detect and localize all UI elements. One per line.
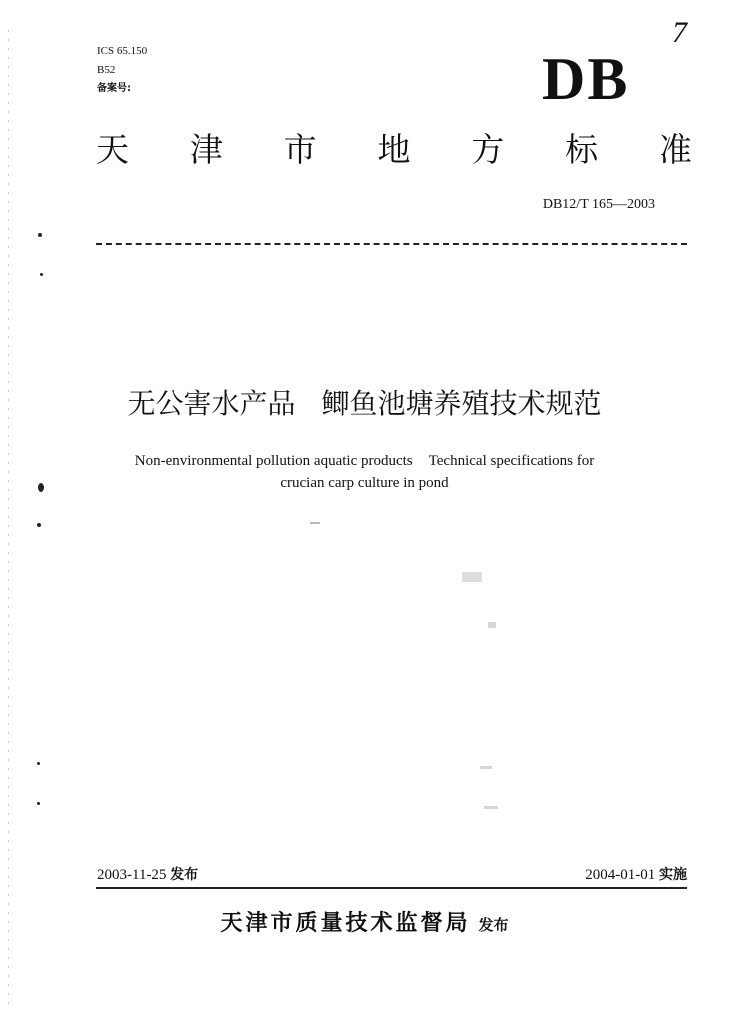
implementation-date-value: 2004-01-01 [585,867,656,883]
scan-speck [37,523,41,527]
scan-speck [38,233,42,237]
english-title-part1: Non-environmental pollution aquatic products [134,453,413,469]
scan-margin-line [8,30,9,1010]
chinese-title-part2: 鲫鱼池塘养殖技术规范 [321,387,602,420]
standard-type-char: 地 [377,130,411,169]
scan-speck [37,762,40,765]
scan-speck [40,273,43,276]
implementation-date-label: 实施 [659,867,687,883]
footer-divider [96,887,687,889]
header-divider [96,243,687,245]
standard-type-char: 市 [283,130,317,169]
english-title-part2: Technical specifications for [428,453,595,469]
standard-type-char: 准 [658,130,692,169]
implementation-date [585,864,687,884]
standard-type-char: 方 [471,130,505,169]
issuer [0,906,729,937]
standard-type-title [96,128,692,172]
english-title-line2: crucian carp culture in pond [280,475,449,491]
filing-number-label: 备案号: [97,83,131,94]
standard-type-char: 天 [96,130,129,169]
issue-date-value: 2003-11-25 [97,867,167,883]
scan-speck [37,802,40,805]
chinese-title [0,384,729,424]
page-number: 7 [672,16,687,49]
issue-date [97,864,198,884]
classification-code: B52 [97,64,116,76]
scan-speck [488,622,496,628]
english-title [0,450,729,494]
english-title-line1 [0,450,729,472]
chinese-title-part1: 无公害水产品 [127,387,296,420]
scan-speck [310,522,320,524]
standard-type-char: 标 [565,130,599,169]
scan-speck [462,572,482,582]
standard-number: DB12/T 165—2003 [542,197,655,212]
standard-mark: DB [542,46,630,112]
standard-type-char: 津 [189,130,223,169]
issuer-organization: 天津市质量技术监督局 [220,911,471,936]
scan-speck [480,766,492,769]
scan-speck [484,806,498,809]
ics-code: ICS 65.150 [97,45,148,57]
issuer-action: 发布 [478,916,509,934]
issue-date-label: 发布 [170,867,199,883]
